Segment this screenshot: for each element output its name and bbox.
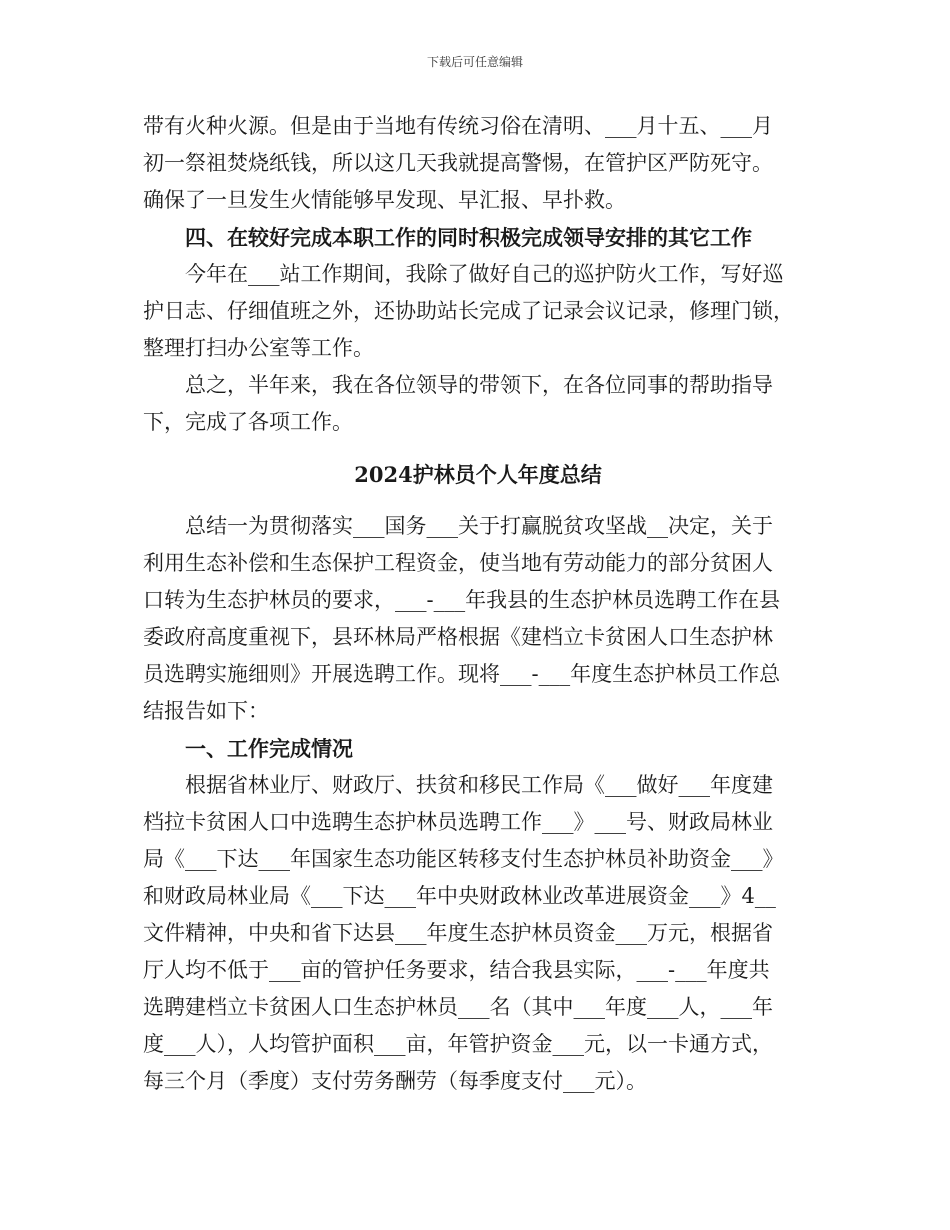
text-line: 总之，半年来，我在各位领导的带领下，在各位同事的帮助指导 [185, 373, 773, 397]
section-heading-one: 一、工作完成情况 [185, 736, 353, 761]
text-line: 每三个月（季度）支付劳务酬劳（每季度支付___元）。 [143, 1069, 647, 1093]
text-line: 委政府高度重视下，县环林局严格根据《建档立卡贫困人口生态护林 [143, 625, 773, 649]
text-line: 确保了一旦发生火情能够早发现、早汇报、早扑救。 [143, 188, 626, 212]
paragraph-work-completion [143, 767, 813, 1100]
page-header-note: 下载后可任意编辑 [426, 55, 523, 69]
text-line: 度___人），人均管护面积___亩，年管护资金___元，以一卡通方式， [143, 1032, 773, 1056]
document-title: 2024护林员个人年度总结 [354, 462, 602, 487]
text-line: 下，完成了各项工作。 [143, 410, 353, 434]
text-line: 根据省林业厅、财政厅、扶贫和移民工作局《___做好___年度建 [185, 773, 773, 797]
text-line: 局《___下达___年国家生态功能区转移支付生态护林员补助资金___》 [143, 847, 784, 871]
text-line: 文件精神，中央和省下达县___年度生态护林员资金___万元，根据省 [143, 921, 773, 945]
text-line: 带有火种火源。但是由于当地有传统习俗在清明、___月十五、___月 [143, 114, 773, 138]
continued-paragraph [143, 108, 813, 219]
document-body [143, 108, 813, 1100]
text-line: 口转为生态护林员的要求，___-___年我县的生态护林员选聘工作在县 [143, 588, 781, 612]
text-line: 员选聘实施细则》开展选聘工作。现将___-___年度生态护林员工作总 [143, 662, 781, 686]
text-line: 今年在___站工作期间，我除了做好自己的巡护防火工作，写好巡 [185, 262, 784, 286]
paragraph-intro [143, 508, 813, 730]
text-line: 厅人均不低于___亩的管护任务要求，结合我县实际，___-___年度共 [143, 958, 770, 982]
text-line: 护日志、仔细值班之外，还协助站长完成了记录会议记录，修理门锁， [143, 299, 794, 323]
text-line: 结报告如下： [143, 699, 269, 723]
section-heading-four: 四、在较好完成本职工作的同时积极完成领导安排的其它工作 [185, 225, 752, 250]
text-line: 档拉卡贫困人口中选聘生态护林员选聘工作___》___号、财政局林业 [143, 810, 773, 834]
paragraph-duties [143, 256, 813, 367]
text-line: 整理打扫办公室等工作。 [143, 336, 374, 360]
text-line: 和财政局林业局《___下达___年中央财政林业改革进展资金___》4__ [143, 884, 776, 908]
text-line: 选聘建档立卡贫困人口生态护林员___名（其中___年度___人，___年 [143, 995, 773, 1019]
paragraph-summary [143, 367, 813, 441]
text-line: 总结一为贯彻落实___国务___关于打赢脱贫攻坚战__决定，关于 [185, 514, 773, 538]
text-line: 利用生态补偿和生态保护工程资金，使当地有劳动能力的部分贫困人 [143, 551, 773, 575]
text-line: 初一祭祖焚烧纸钱，所以这几天我就提高警惕，在管护区严防死守。 [143, 151, 773, 175]
